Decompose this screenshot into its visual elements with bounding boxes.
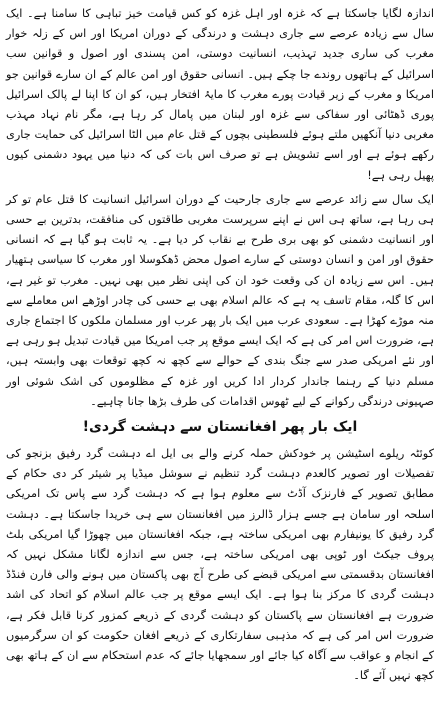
- article-paragraph-1: اندازہ لگایا جاسکتا ہے کہ غزہ اور اہل غزہ کو کس قیامت خیز تباہی کا سامنا ہے۔ ایک سال سے زیادہ عرصے سے جاری دہشت و درندگی کے دوران امریکا اور اس کے زلہ خوار مغرب کی ساری جدید تہذیب، انسانیت دوستی، امن پسندی اور اصول و قوانین سب اسرائیل کے ہاتھوں روندے جا چکے ہیں۔ انسانی حقوق اور امن عالم کے ان سارے قوانین جو امریکا و مغرب کے زیر قیادت پورے مغرب کا مایۂ افتخار ہیں، کو ان کا اپنا لے پالک اسرائیل پوری ڈھٹائی اور سفاکی سے غزہ اور لبنان میں پامال کر رہا ہے، مگر نام نہاد مہذب مغربی دنیا آنکھیں ملتے ہوئے فلسطینی بچوں کے قتل عام میں الٹا اسرائیل کی حمایت جاری رکھے ہوئے ہے اور اسے تشویش ہے تو صرف اس بات کی کہ دنیا میں یہود دشمنی کیوں پھیل رہی ہے!: [6, 7, 434, 182]
- article-paragraph-3: کوئٹہ ریلوے اسٹیشن پر خودکش حملہ کرنے والے بی ایل اے دہشت گرد رفیق بزنجو کی تفصیلات اور تصویر کالعدم دہشت گرد تنظیم نے سوشل میڈیا پر شیئر کر دی حکام کے مطابق تصویر کے فارنزک آڈٹ سے معلوم ہوا ہے کہ دہشت گرد سے پاس تک امریکی اسلحہ اور سامان ہے جسے ہزار ڈالرز میں افغانستان سے ہی خریدا جاسکتا ہے۔ دہشت گرد رفیق کا یونیفارم بھی امریکی ساختہ ہے، جبکہ افغانستان میں چھوڑا گیا امریکی بلٹ پروف جیکٹ اور ٹوپی بھی امریکی ساختہ ہے، جس سے اندازہ لگانا مشکل نہیں کہ افغانستان بدقسمتی سے امریکی قبضے کی طرح آج بھی پاکستان میں ہونے والی فارن فنڈڈ دہشت گردی کا مرکز بنا ہوا ہے۔ ایک ایسے موقع پر جب عالم اسلام کو اتحاد کی اشد ضرورت ہے افغانستان سے پاکستان کو دہشت گردی کے ذریعے کمزور کرنا قابل فکر ہے، ضرورت اس امر کی ہے کہ مذہبی سفارتکاری کے ذریعے افغان حکومت کو ان سرگرمیوں کے انجام و عواقب سے آگاہ کیا جائے اور سمجھایا جائے کہ عدم استحکام سے ان کے ہاتھ بھی کچھ نہیں آئے گا۔: [6, 447, 434, 683]
- article-paragraph-2: ایک سال سے زائد عرصے سے جاری جارحیت کے دوران اسرائیل انسانیت کا قتل عام تو کر ہی رہا ہے، ساتھ ہی اس نے اپنے سرپرست مغربی طاقتوں کی منافقت، بدترین بے حسی اور انسانیت دشمنی کو بھی بری طرح بے نقاب کر دیا ہے۔ یہ ثابت ہو گیا ہے کہ انسانی حقوق اور امن و انسان دوستی کے سارے اصول محض ڈھکوسلا اور مغرب کا سیاسی ہتھیار ہیں۔ اس سے زیادہ ان کی وقعت خود ان کی اپنی نظر میں بھی نہیں۔ مغرب تو غیر ہے، اس کا گلہ، مقام تاسف یہ ہے کہ عالم اسلام بھی بے حسی کی چادر اوڑھے اس معاملے سے منہ موڑے کھڑا ہے۔ سعودی عرب میں ایک بار پھر عرب اور مسلمان ملکوں کا اجتماع جاری ہے، ضرورت اس امر کی ہے کہ ایک ایسے موقع پر جب امریکا میں قیادت تبدیل ہو رہی ہے اور نئے امریکی صدر سے جنگ بندی کے حوالے سے کچھ نہ کچھ توقعات بھی وابستہ ہیں، مسلم دنیا کے رہنما جاندار کردار ادا کریں اور غزہ کے مظلوموں کی اشک شوئی اور صہیونی درندگی رکوانے کے لیے ٹھوس اقدامات کی طرف بڑھا جانا چاہیے۔: [6, 192, 434, 408]
- section-heading: ایک بار پھر افغانستان سے دہشت گردی!: [82, 419, 358, 436]
